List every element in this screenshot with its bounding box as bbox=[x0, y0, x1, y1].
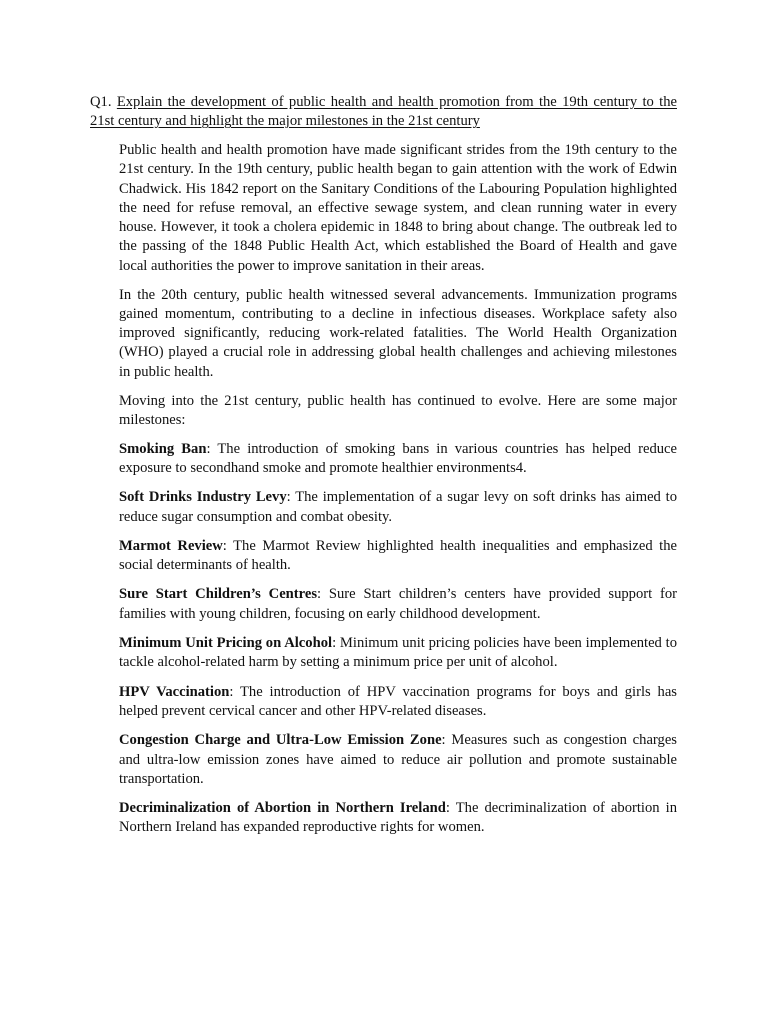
milestone-text: : The introduction of HPV vaccination programs for boys and girls has helped prevent cervical cancer and other HPV-related diseases. bbox=[119, 683, 677, 719]
milestone-title: HPV Vaccination bbox=[119, 683, 230, 700]
milestone-text: : The implementation of a sugar levy on soft drinks has aimed to reduce sugar consumption and combat obesity. bbox=[119, 489, 677, 525]
milestone-text: : Measures such as congestion charges and ultra-low emission zones have aimed to reduce air pollution and promote sustainable transportation. bbox=[119, 732, 677, 787]
milestone-item bbox=[119, 683, 677, 722]
paragraph-21st-century-intro: Moving into the 21st century, public health has continued to evolve. Here are some major milestones: bbox=[119, 392, 677, 428]
question-number: Q1. bbox=[90, 94, 112, 110]
milestone-title: Marmot Review bbox=[119, 537, 223, 554]
milestone-item bbox=[119, 731, 677, 789]
milestone-title: Smoking Ban bbox=[119, 440, 207, 457]
milestone-item bbox=[119, 799, 677, 838]
milestone-title: Minimum Unit Pricing on Alcohol bbox=[119, 635, 333, 652]
milestone-text: : Sure Start children’s centers have provided support for families with young children, focusing on early childhood development. bbox=[119, 586, 677, 622]
milestone-title: Congestion Charge and Ultra-Low Emission Zone bbox=[119, 732, 442, 749]
milestone-text: : Minimum unit pricing policies have been implemented to tackle alcohol-related harm by setting a minimum price per unit of alcohol. bbox=[119, 635, 677, 671]
question-text: Explain the development of public health and health promotion from the 19th century to the 21st century and highlight the major milestones in the 21st century bbox=[90, 94, 677, 130]
paragraph-19th-century: Public health and health promotion have made significant strides from the 19th century to the 21st century. In the 19th century, public health began to gain attention with the work of Edwin Chadwick. His 1842 report on the Sanitary Conditions of the Labouring Population highlighted the need for refuse removal, an effective sewage system, and clean running water in every house. However, it took a cholera epidemic in 1848 to bring about change. The outbreak led to the passing of the 1848 Public Health Act, which established the Board of Health and gave local authorities the power to improve sanitation in their areas. bbox=[119, 142, 677, 274]
milestone-item bbox=[119, 634, 677, 673]
milestone-item bbox=[119, 585, 677, 624]
paragraph-20th-century: In the 20th century, public health witnessed several advancements. Immunization programs gained momentum, contributing to a decline in infectious diseases. Workplace safety also improved significantly, reducing work-related fatalities. The World Health Organization (WHO) played a crucial role in addressing global health challenges and achieving milestones in public health. bbox=[119, 286, 677, 380]
answer-body bbox=[119, 141, 677, 848]
milestone-title: Sure Start Children’s Centres bbox=[119, 586, 318, 603]
milestone-title: Decriminalization of Abortion in Northern Ireland bbox=[119, 800, 446, 817]
milestone-text: : The decriminalization of abortion in Northern Ireland has expanded reproductive rights for women. bbox=[119, 800, 677, 836]
milestone-text: : The Marmot Review highlighted health inequalities and emphasized the social determinants of health. bbox=[119, 537, 677, 574]
milestone-item bbox=[119, 488, 677, 527]
milestone-item bbox=[119, 537, 677, 576]
milestone-title: Soft Drinks Industry Levy bbox=[119, 489, 287, 506]
milestone-item bbox=[119, 440, 677, 479]
question-heading bbox=[90, 93, 677, 132]
milestone-text: : The introduction of smoking bans in various countries has helped reduce exposure to secondhand smoke and promote healthier environments4. bbox=[119, 440, 678, 476]
